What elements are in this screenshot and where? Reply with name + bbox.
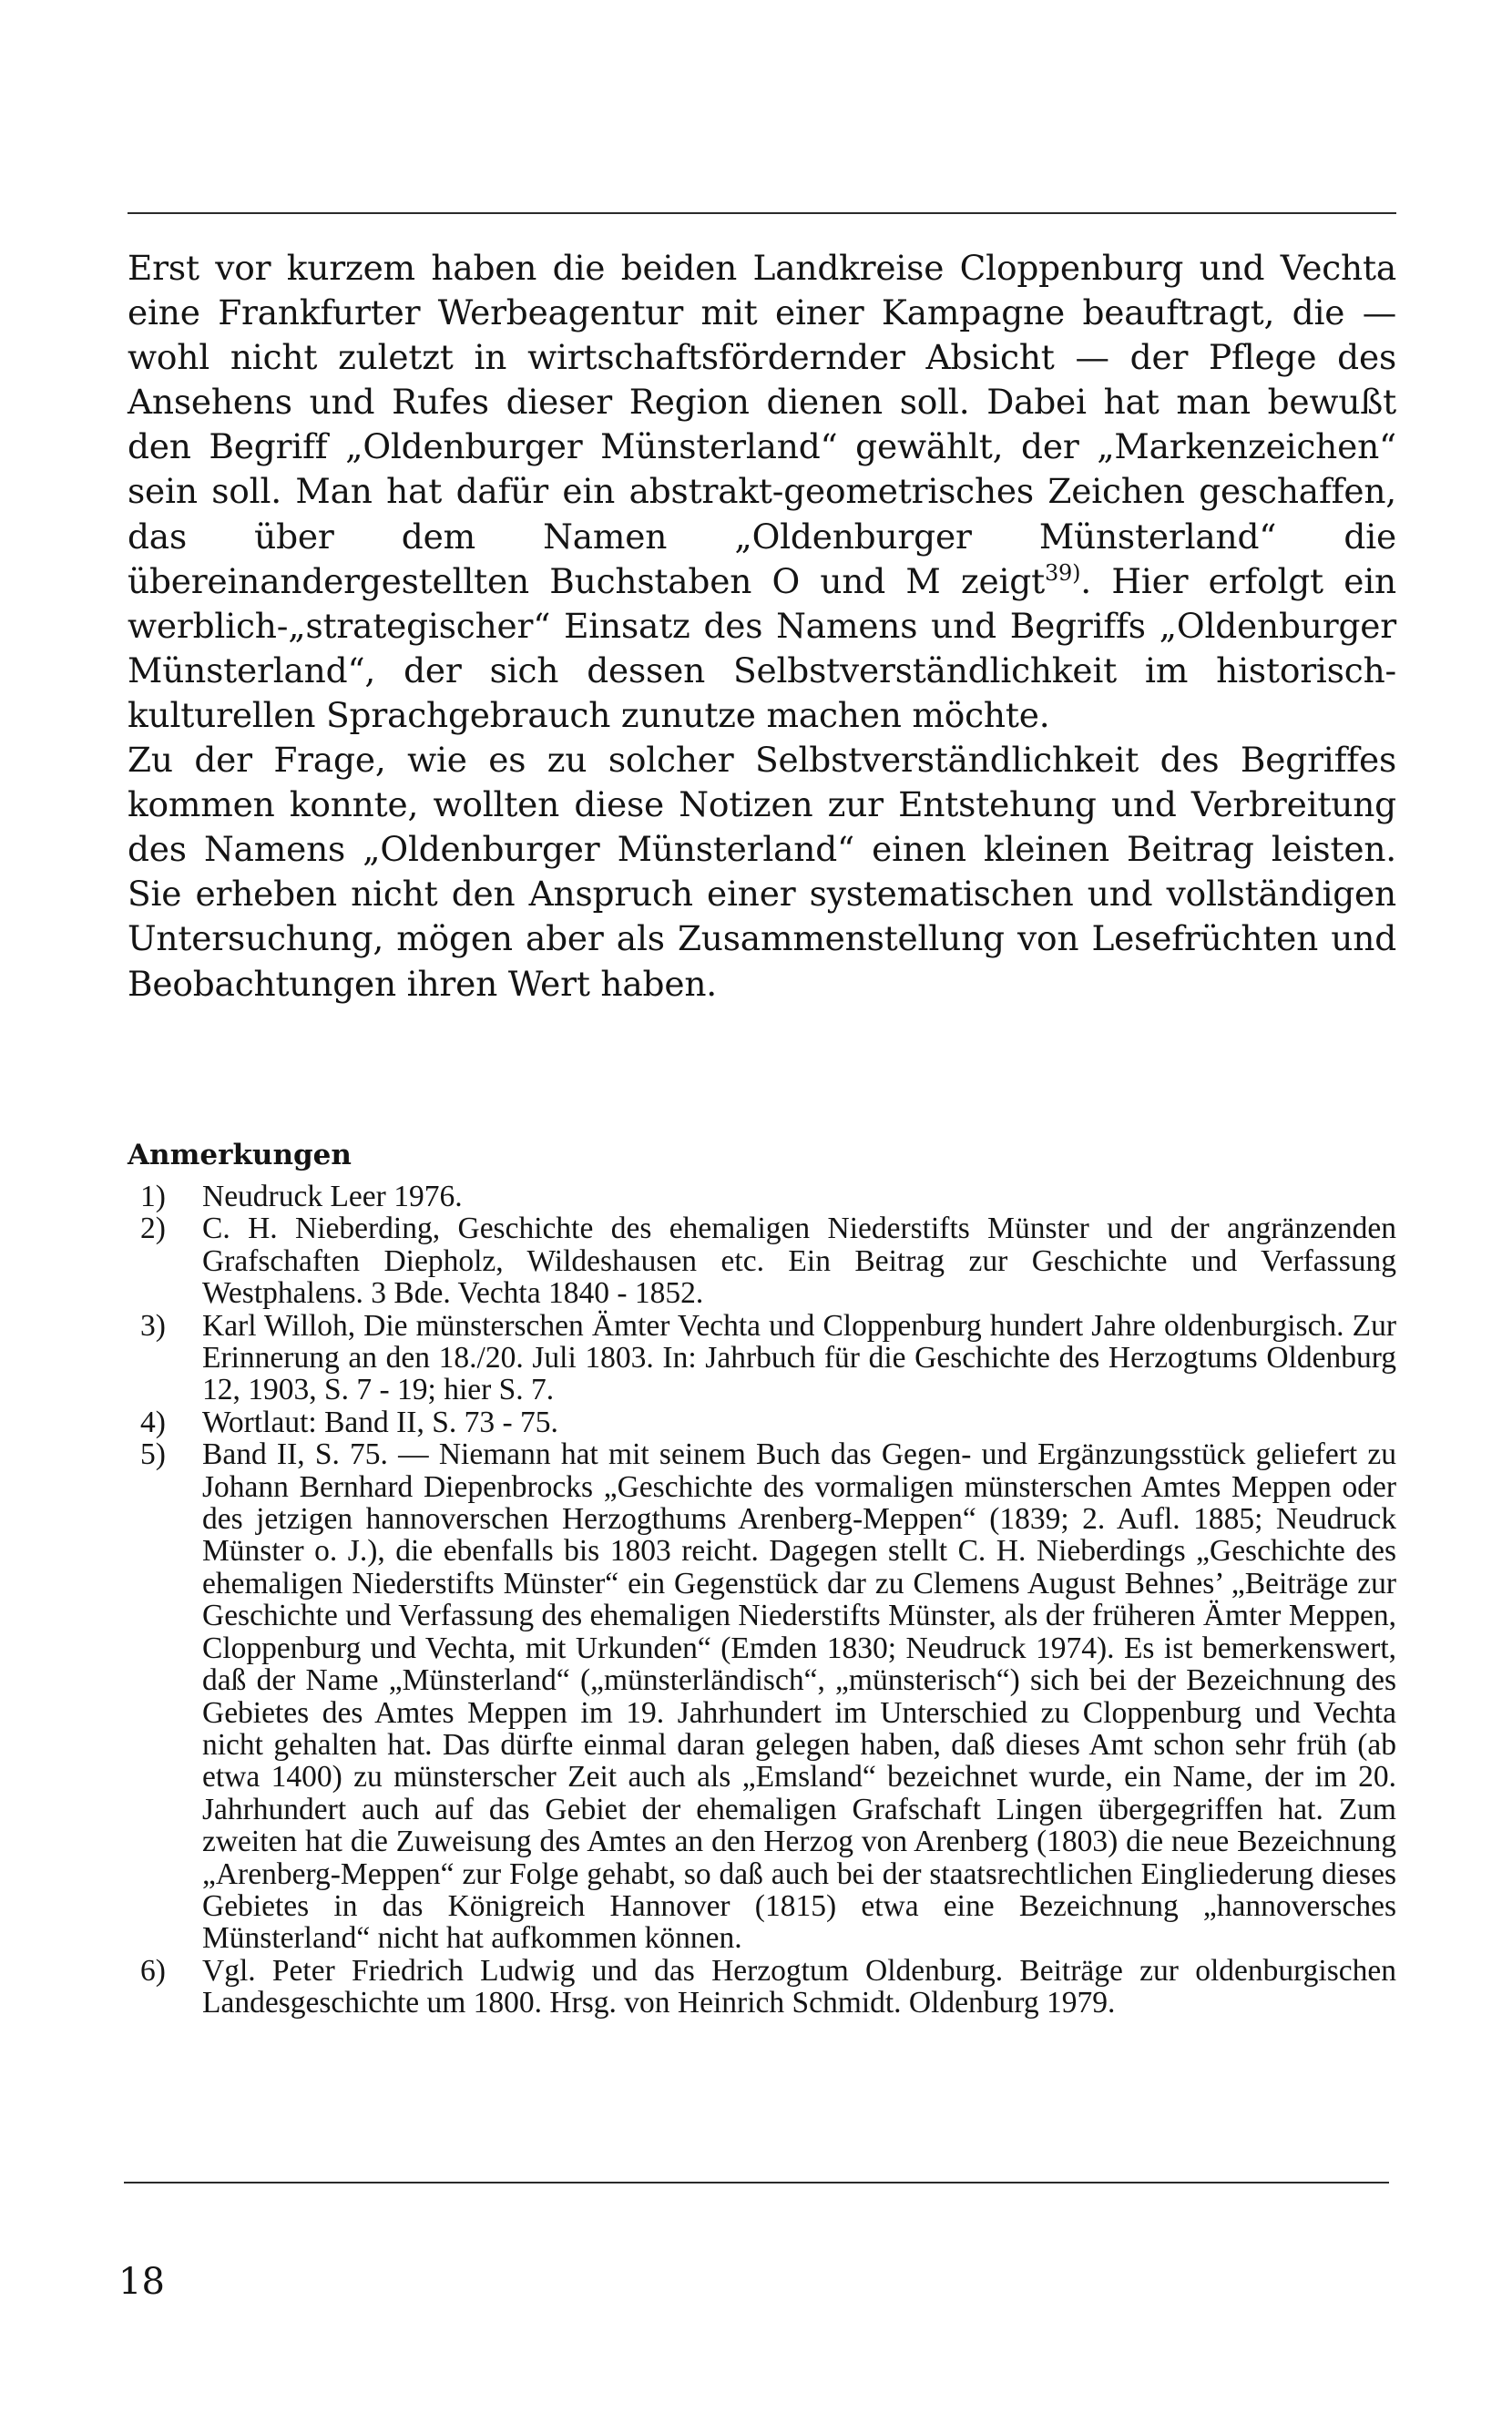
note-number: 6) [140,1953,166,1988]
top-rule [128,212,1396,214]
note-item [128,1310,1396,1406]
note-item [128,1406,1396,1438]
note-text: Neudruck Leer 1976. [202,1180,463,1213]
note-text: Band II, S. 75. — Niemann hat mit seinem Buch das Gegen- und Ergänzungsstück geliefert zu Johann Bernhard Diepenbrocks „Geschichte des vormaligen münsterschen Amtes Meppen oder des jetzigen hannoverschen Herzogthums Arenberg-Meppen“ (1839; 2. Aufl. 1885; Neudruck Münster o. J.), die ebenfalls bis 1803 reicht. Dagegen stellt C. H. Nieberdings „Geschichte des ehemaligen Niederstifts Münster“ ein Gegenstück dar zu Clemens August Behnes’ „Beiträge zur Geschichte und Verfassung des ehemaligen Niederstifts Münster, als der früheren Ämter Meppen, Cloppenburg und Vechta, mit Urkunden“ (Emden 1830; Neudruck 1974). Es ist bemerkenswert, daß der Name „Münsterland“ („münsterländisch“, „münsterisch“) sich bei der Bezeichnung des Gebietes des Amtes Meppen im 19. Jahrhundert im Unterschied zu Cloppenburg und Vechta nicht gehalten hat. Das dürfte einmal daran gelegen haben, daß dieses Amt schon sehr früh (ab etwa 1400) zu münsterscher Zeit auch als „Emsland“ bezeichnet wurde, ein Name, der im 20. Jahrhundert auch auf das Gebiet der ehemaligen Grafschaft Lingen übergegriffen hat. Zum zweiten hat die Zuweisung des Amtes an den Herzog von Arenberg (1803) die neue Bezeichnung „Arenberg-Meppen“ zur Folge gehabt, so daß auch bei der staatsrechtlichen Eingliederung dieses Gebietes in das Königreich Hannover (1815) etwa eine Bezeichnung „hannoversches Münsterland“ nicht hat aufkommen können. [202,1437,1396,1956]
note-number: 4) [140,1405,166,1439]
notes-list [128,1181,1396,2020]
paragraph-1-text: Erst vor kurzem haben die beiden Landkreise Cloppenburg und Vechta eine Frankfurter Werbeagentur mit einer Kampagne beauftragt, die — wohl nicht zuletzt in wirtschaftsfördernder Absicht — der Pflege des Ansehens und Rufes dieser Region dienen soll. Dabei hat man bewußt den Begriff „Oldenburger Münsterland“ gewählt, der „Markenzeichen“ sein soll. Man hat dafür ein abstrakt-geometrisches Zeichen geschaffen, das über dem Namen „Oldenburger Münsterland“ die übereinandergestellten Buchstaben O und M zeigt [128,248,1396,601]
note-number: 2) [140,1212,166,1246]
note-text: Vgl. Peter Friedrich Ludwig und das Herzogtum Oldenburg. Beiträge zur oldenburgischen Landesgeschichte um 1800. Hrsg. von Heinrich Schmidt. Oldenburg 1979. [202,1953,1396,2020]
body-paragraph-2: Zu der Frage, wie es zu solcher Selbstverständlichkeit des Begriffes kommen konnte, wollten diese Notizen zur Entstehung und Verbreitung des Namens „Oldenburger Münsterland“ einen kleinen Beitrag leisten. Sie erheben nicht den Anspruch einer systematischen und vollständigen Untersuchung, mögen aber als Zusammenstellung von Lesefrüchten und Beobachtungen ihren Wert haben. [128,740,1396,1004]
bottom-rule [124,2182,1389,2183]
notes-heading: Anmerkungen [128,1139,352,1171]
paragraph-1-text-continued: . Hier erfolgt ein werblich-„strategischer“ Einsatz des Namens und Begriffs „Oldenburger Münsterland“, der sich dessen Selbstverständlichkeit im historisch-kulturellen Sprachgebrauch zunutze machen möchte. [128,560,1396,735]
note-item [128,1955,1396,2020]
note-number: 5) [140,1437,166,1472]
note-text: Karl Willoh, Die münsterschen Ämter Vechta und Cloppenburg hundert Jahre oldenburgisch. Zur Erinnerung an den 18./20. Juli 1803. In: Jahrbuch für die Geschichte des Herzogtums Oldenburg 12, 1903, S. 7 - 19; hier S. 7. [202,1308,1396,1407]
note-item [128,1438,1396,1955]
note-number: 1) [140,1180,166,1213]
note-number: 3) [140,1308,166,1343]
note-item [128,1181,1396,1212]
footnote-ref-39: 39) [1044,559,1081,586]
note-item [128,1212,1396,1309]
note-text: Wortlaut: Band II, S. 73 - 75. [202,1405,558,1439]
body-text [128,246,1396,1007]
note-text: C. H. Nieberding, Geschichte des ehemaligen Niederstifts Münster und der angränzenden Grafschaften Diepholz, Wildeshausen etc. Ein Beitrag zur Geschichte und Verfassung Westphalens. 3 Bde. Vechta 1840 - 1852. [202,1212,1396,1311]
page-number: 18 [118,2261,165,2303]
body-paragraph-1 [128,246,1396,738]
